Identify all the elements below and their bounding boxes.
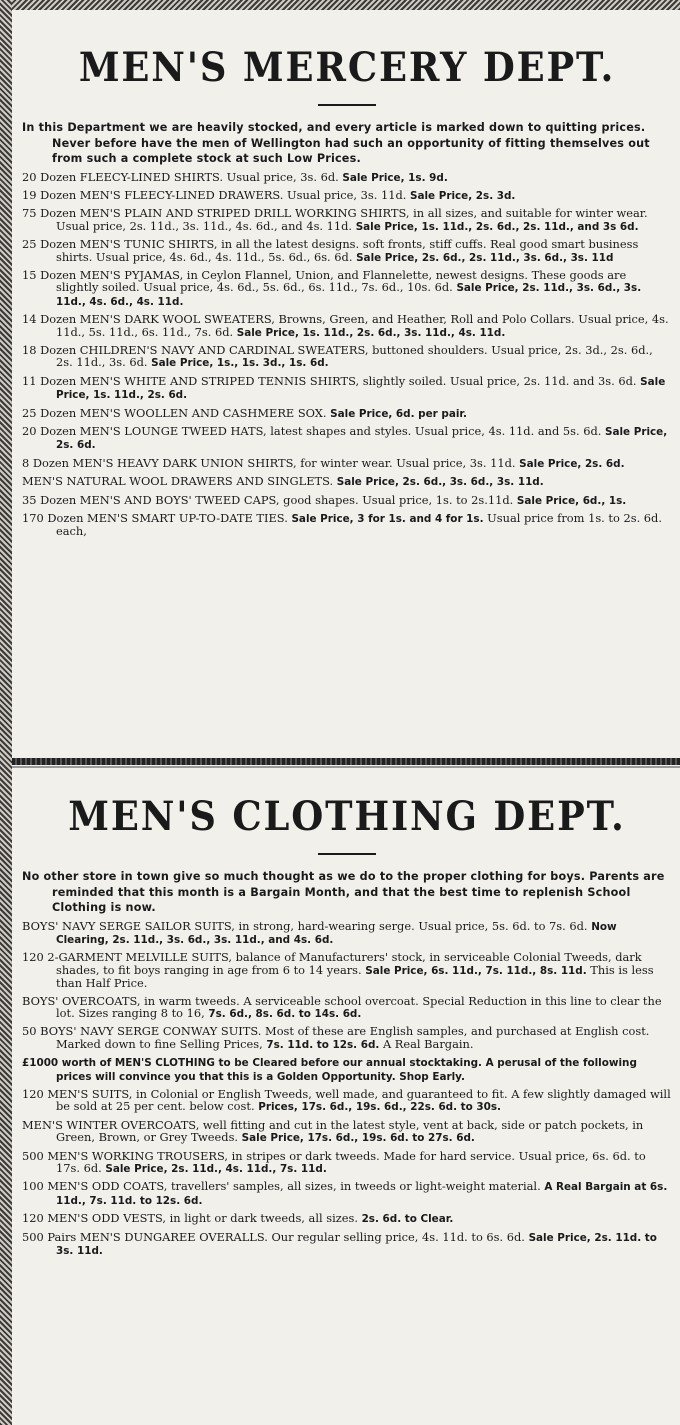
item-text: BOYS' NAVY SERGE SAILOR SUITS, in strong, hard-wearing serge. Usual price, 5s. 6d. to 7s. 6d.: [22, 918, 592, 933]
list-item: [22, 1150, 672, 1176]
sale-price: Sale Price, 6d., 1s.: [516, 494, 627, 507]
list-item: [22, 375, 672, 402]
item-text: 50 BOYS' NAVY SERGE CONWAY SUITS. Most of these are English samples, and purchased at English cost. Marked down to fine Selling Prices,: [22, 1024, 650, 1051]
clothing-intro: No other store in town give so much thought as we do to the proper clothing for boys. Parents are reminded that this month is a Bargain Month, and that the best time to replenish School Clothing is now.: [22, 870, 665, 914]
list-item: [22, 238, 672, 264]
item-text: MEN'S WINTER OVERCOATS, well fitting and cut in the latest style, vent at back, side or patch pockets, in Green, Brown, or Grey Tweeds.: [22, 1117, 644, 1145]
clothing-title: MEN'S CLOTHING DEPT.: [68, 793, 626, 840]
sale-price: Now Clearing, 2s. 11d., 3s. 6d., 3s. 11d., and 4s. 6d.: [56, 920, 617, 946]
item-text: 19 Dozen MEN'S FLEECY-LINED DRAWERS. Usual price, 3s. 11d.: [22, 187, 410, 202]
item-text: 120 MEN'S ODD VESTS, in light or dark tweeds, all sizes.: [22, 1211, 362, 1226]
sale-price: Sale Price, 17s. 6d., 19s. 6d. to 27s. 6d.: [241, 1132, 475, 1145]
list-item: [22, 1056, 672, 1083]
item-text: 100 MEN'S ODD COATS, travellers' samples, all sizes, in tweeds or light-weight material.: [22, 1179, 545, 1194]
list-item: [22, 407, 672, 420]
sale-price: Sale Price, 6s. 11d., 7s. 11d., 8s. 11d.: [365, 964, 587, 977]
sale-price: Prices, 17s. 6d., 19s. 6d., 22s. 6d. to 30s.: [258, 1101, 501, 1114]
list-item: [22, 1088, 672, 1114]
item-text: 120 2-GARMENT MELVILLE SUITS, balance of Manufacturers' stock, in serviceable Colonial Tweeds, dark shades, to fit boys ranging in age from 6 to 14 years.: [22, 950, 642, 977]
item-text: 11 Dozen MEN'S WHITE AND STRIPED TENNIS SHIRTS, slightly soiled. Usual price, 2s. 11d. and 3s. 6d.: [22, 373, 641, 388]
list-item: [22, 269, 672, 308]
item-text: 14 Dozen MEN'S DARK WOOL SWEATERS, Browns, Green, and Heather, Roll and Polo Collars. Usual price, 4s. 11d., 5s. 11d., 6s. 11d., 7s. 6d.: [22, 312, 669, 339]
list-item: [22, 313, 672, 339]
item-text: 25 Dozen MEN'S WOOLLEN AND CASHMERE SOX.: [22, 405, 331, 420]
item-text: 20 Dozen FLEECY-LINED SHIRTS. Usual price, 3s. 6d.: [22, 169, 343, 184]
item-text: 170 Dozen MEN'S SMART UP-TO-DATE TIES.: [22, 511, 292, 526]
sale-price: Sale Price, 1s. 11d., 2s. 6d., 2s. 11d., and 3s 6d.: [355, 220, 639, 233]
list-item: [22, 1212, 672, 1225]
sale-price: Sale Price, 1s. 9d.: [342, 171, 448, 184]
list-item: [22, 995, 672, 1021]
list-item: [22, 425, 672, 452]
top-border: [0, 0, 680, 10]
sale-price: Sale Price, 6d. per pair.: [330, 407, 467, 420]
item-text: 20 Dozen MEN'S LOUNGE TWEED HATS, latest shapes and styles. Usual price, 4s. 11d. and 5s. 6d.: [22, 424, 605, 438]
left-border: [0, 0, 12, 1425]
sale-price: Sale Price, 2s. 3d.: [409, 189, 516, 202]
item-tail: A Real Bargain.: [379, 1036, 474, 1051]
item-tail: Usual price from 1s. to 2s. 6d. each,: [56, 511, 662, 539]
sale-price: Sale Price, 1s., 1s. 3d., 1s. 6d.: [151, 357, 329, 370]
item-text: 8 Dozen MEN'S HEAVY DARK UNION SHIRTS, for winter wear. Usual price, 3s. 11d.: [22, 455, 520, 470]
list-item: [22, 1180, 672, 1207]
mercery-title: MEN'S MERCERY DEPT.: [78, 44, 616, 91]
item-tail: This is less than Half Price.: [56, 962, 654, 991]
item-text: 35 Dozen MEN'S AND BOYS' TWEED CAPS, good shapes. Usual price, 1s. to 2s.11d.: [22, 492, 517, 507]
sale-price: Sale Price, 2s. 6d., 2s. 11d., 3s. 6d., 3s. 11d: [356, 251, 614, 264]
sale-price: Sale Price, 3 for 1s. and 4 for 1s.: [291, 513, 484, 526]
section-divider: [12, 758, 680, 765]
list-item: [22, 1119, 672, 1145]
title-rule: [318, 853, 376, 855]
list-item: [22, 344, 672, 370]
list-item: [22, 1231, 672, 1258]
list-item: [22, 512, 672, 538]
item-text: 18 Dozen CHILDREN'S NAVY AND CARDINAL SWEATERS, buttoned shoulders. Usual price, 2s. 3d., 2s. 6d., 2s. 11d., 3s. 6d.: [22, 342, 653, 370]
item-text: 500 MEN'S WORKING TROUSERS, in stripes or dark tweeds. Made for hard service. Usual price, 6s. 6d. to 17s. 6d.: [22, 1148, 646, 1175]
sale-price: 7s. 11d. to 12s. 6d.: [266, 1038, 380, 1051]
sale-price: Sale Price, 2s. 6d., 3s. 6d., 3s. 11d.: [336, 476, 544, 489]
sale-price: 7s. 6d., 8s. 6d. to 14s. 6d.: [208, 1007, 362, 1020]
list-item: [22, 189, 672, 202]
list-item: [22, 457, 672, 470]
sale-price: £1000 worth of MEN'S CLOTHING to be Cleared before our annual stocktaking. A perusal of the following prices will convince you that this is a Golden Opportunity. Shop Early.: [22, 1057, 637, 1083]
list-item: [22, 171, 672, 184]
list-item: [22, 920, 672, 947]
sale-price: Sale Price, 2s. 11d., 3s. 6d., 3s. 11d., 4s. 6d., 4s. 11d.: [56, 282, 642, 308]
sale-price: Sale Price, 2s. 11d. to 3s. 11d.: [56, 1231, 657, 1258]
sale-price: Sale Price, 2s. 11d., 4s. 11d., 7s. 11d.: [105, 1163, 327, 1175]
item-text: 500 Pairs MEN'S DUNGAREE OVERALLS. Our regular selling price, 4s. 11d. to 6s. 6d.: [22, 1229, 529, 1244]
item-text: 75 Dozen MEN'S PLAIN AND STRIPED DRILL WORKING SHIRTS, in all sizes, and suitable for winter wear. Usual price, 2s. 11d., 3s. 11d., 4s. 6d., and 4s. 11d.: [22, 206, 648, 233]
list-item: [22, 951, 672, 989]
item-text: BOYS' OVERCOATS, in warm tweeds. A serviceable school overcoat. Special Reduction in this line to clear the lot. Sizes ranging 8 to 16,: [22, 993, 662, 1020]
mercery-items: [22, 171, 672, 538]
list-item: [22, 475, 672, 488]
clothing-section: [22, 793, 672, 1262]
section-divider-line: [12, 766, 680, 768]
item-text: MEN'S NATURAL WOOL DRAWERS AND SINGLETS.: [22, 474, 337, 489]
mercery-intro: In this Department we are heavily stocked, and every article is marked down to quitting prices. Never before have the men of Wellington had such an opportunity of fitting themselves out from such a complete stock at such Low Prices.: [22, 121, 650, 165]
sale-price: A Real Bargain at 6s. 11d., 7s. 11d. to 12s. 6d.: [56, 1181, 668, 1207]
title-rule: [318, 104, 376, 106]
sale-price: Sale Price, 1s. 11d., 2s. 6d., 3s. 11d., 4s. 11d.: [236, 326, 506, 339]
list-item: [22, 207, 672, 233]
sale-price: Sale Price, 2s. 6d.: [56, 426, 668, 452]
item-text: 25 Dozen MEN'S TUNIC SHIRTS, in all the latest designs. soft fronts, stiff cuffs. Real good smart business shirts. Usual price, 4s. 6d., 4s. 11d., 5s. 6d., 6s. 6d.: [22, 237, 639, 264]
item-text: 120 MEN'S SUITS, in Colonial or English Tweeds, well made, and guaranteed to fit. A few slightly damaged will be sold at 25 per cent. below cost.: [22, 1086, 671, 1114]
list-item: [22, 494, 672, 507]
mercery-section: [22, 44, 672, 543]
sale-price: Sale Price, 1s. 11d., 2s. 6d.: [56, 375, 666, 402]
sale-price: Sale Price, 2s. 6d.: [519, 457, 625, 470]
clothing-items: [22, 920, 672, 1258]
item-text: 15 Dozen MEN'S PYJAMAS, in Ceylon Flannel, Union, and Flannelette, newest designs. These goods are slightly soiled. Usual price, 4s. 6d., 5s. 6d., 6s. 11d., 7s. 6d., 10s. 6d.: [22, 267, 627, 295]
sale-price: 2s. 6d. to Clear.: [361, 1213, 454, 1226]
list-item: [22, 1025, 672, 1051]
